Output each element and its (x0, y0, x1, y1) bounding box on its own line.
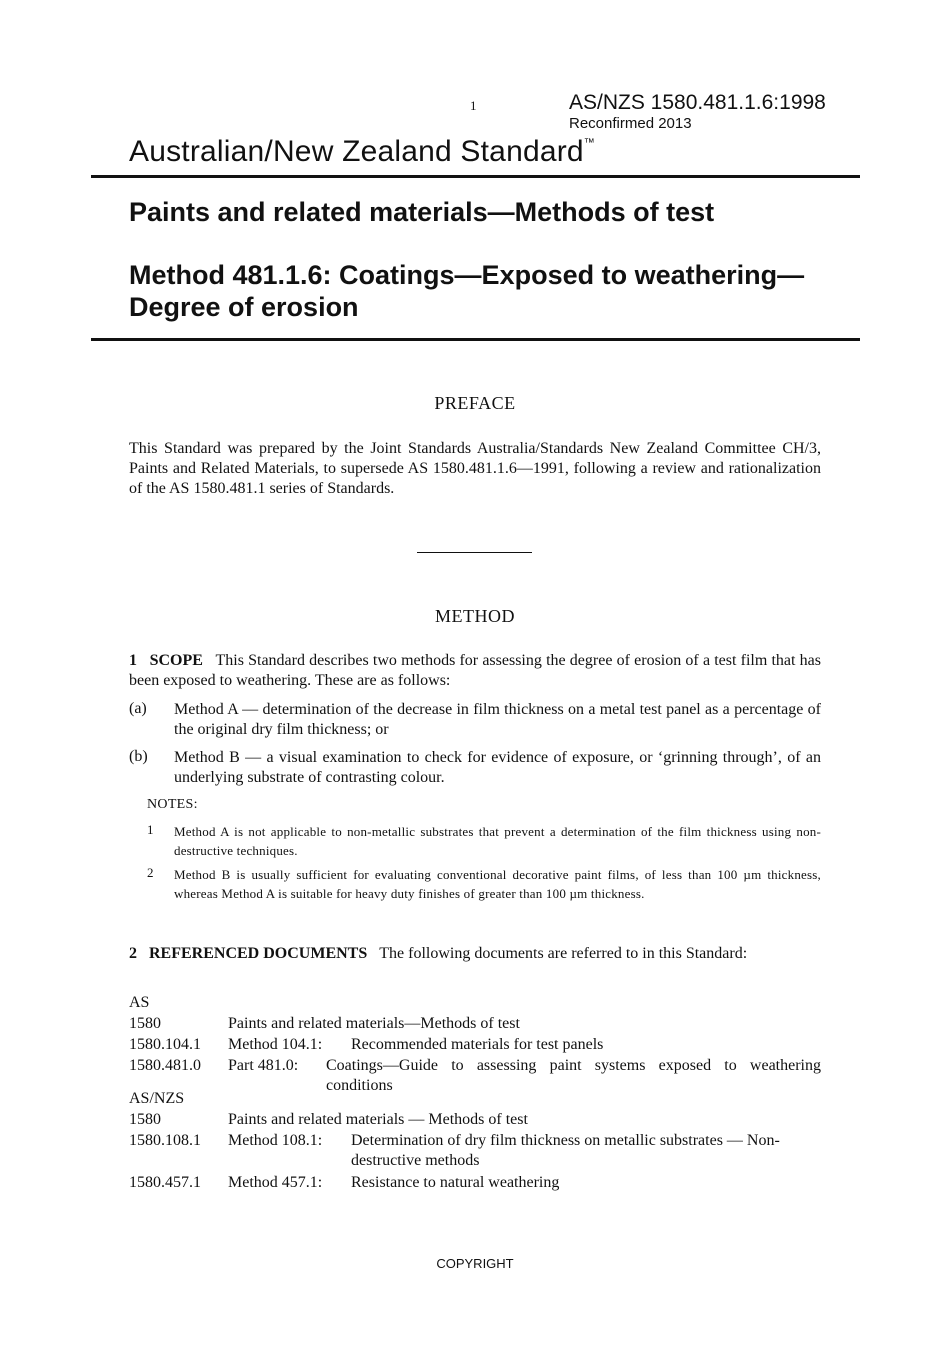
notes-label: NOTES: (147, 797, 198, 812)
ref-code: 1580.108.1 (129, 1132, 201, 1149)
ref-description: Determination of dry film thickness on metallic substrates — Non-destructive methods (351, 1132, 780, 1169)
organization-title-text: Australian/New Zealand Standard (129, 135, 584, 168)
ref-code: 1580.457.1 (129, 1174, 201, 1191)
preface-heading: PREFACE (434, 393, 516, 413)
ref-method: Method 108.1: (228, 1132, 323, 1149)
note-text-2: Method B is usually sufficient for evaluating conventional decorative paint films, of less than 100 µm thickness, whereas Method A is suitable for heavy duty finishes of greater than 100 µm thickness. (174, 867, 821, 901)
item-text-a: Method A — determination of the decrease in film thickness on a metal test panel as a percentage of the original dry film thickness; or (174, 701, 821, 738)
organization-title (129, 135, 595, 169)
ref-description: Recommended materials for test panels (351, 1036, 604, 1053)
scope-clause (129, 651, 821, 691)
ref-group-asnzs: AS/NZS (129, 1090, 185, 1107)
referenced-documents-clause (129, 944, 821, 964)
refdocs-label: REFERENCED DOCUMENTS (149, 945, 368, 962)
title-bottom-rule (91, 338, 860, 341)
refdocs-text: The following documents are referred to in this Standard: (379, 945, 748, 962)
item-text-b: Method B — a visual examination to check for evidence of exposure, or ‘grinning through’, of an underlying substrate of contrasting colour. (174, 749, 821, 786)
ref-code: 1580.104.1 (129, 1036, 201, 1053)
item-label-a: (a) (129, 700, 147, 717)
ref-description: Paints and related materials — Methods of test (228, 1111, 528, 1128)
note-text-1: Method A is not applicable to non-metallic substrates that prevent a determination of the film thickness using non-destructive techniques. (174, 824, 821, 858)
ref-method: Method 104.1: (228, 1036, 323, 1053)
ref-description: Coatings—Guide to assessing paint systems exposed to weathering conditions (326, 1057, 821, 1094)
ref-code: 1580.481.0 (129, 1057, 201, 1074)
reconfirmed-date: Reconfirmed 2013 (569, 115, 692, 132)
standard-number: AS/NZS 1580.481.1.6:1998 (569, 91, 826, 114)
document-title: Paints and related materials—Methods of test (129, 197, 715, 227)
section-divider (417, 552, 532, 553)
ref-method: Method 457.1: (228, 1174, 323, 1191)
page-number: 1 (470, 98, 477, 113)
scope-number: 1 (129, 652, 137, 669)
refdocs-number: 2 (129, 945, 137, 962)
ref-description: Resistance to natural weathering (351, 1174, 560, 1191)
method-title: Method 481.1.6: Coatings—Exposed to weathering—Degree of erosion (129, 260, 805, 322)
item-label-b: (b) (129, 748, 148, 765)
ref-description: Paints and related materials—Methods of test (228, 1015, 520, 1032)
title-top-rule (91, 175, 860, 178)
copyright-footer: COPYRIGHT (436, 1256, 514, 1271)
ref-code: 1580 (129, 1111, 161, 1128)
scope-text: This Standard describes two methods for assessing the degree of erosion of a test film that has been exposed to weathering. These are as follows: (129, 652, 821, 689)
ref-code: 1580 (129, 1015, 161, 1032)
trademark-symbol: ™ (583, 137, 595, 149)
note-number-2: 2 (147, 865, 154, 880)
ref-group-as: AS (129, 994, 150, 1011)
ref-method: Part 481.0: (228, 1057, 299, 1074)
note-number-1: 1 (147, 822, 154, 837)
method-heading: METHOD (435, 606, 515, 626)
preface-paragraph: This Standard was prepared by the Joint Standards Australia/Standards New Zealand Committee CH/3, Paints and Related Materials, to supersede AS 1580.481.1.6—1991, following a review and rationalization of the AS 1580.481.1 series of Standards. (129, 440, 821, 497)
scope-label: SCOPE (149, 652, 203, 669)
